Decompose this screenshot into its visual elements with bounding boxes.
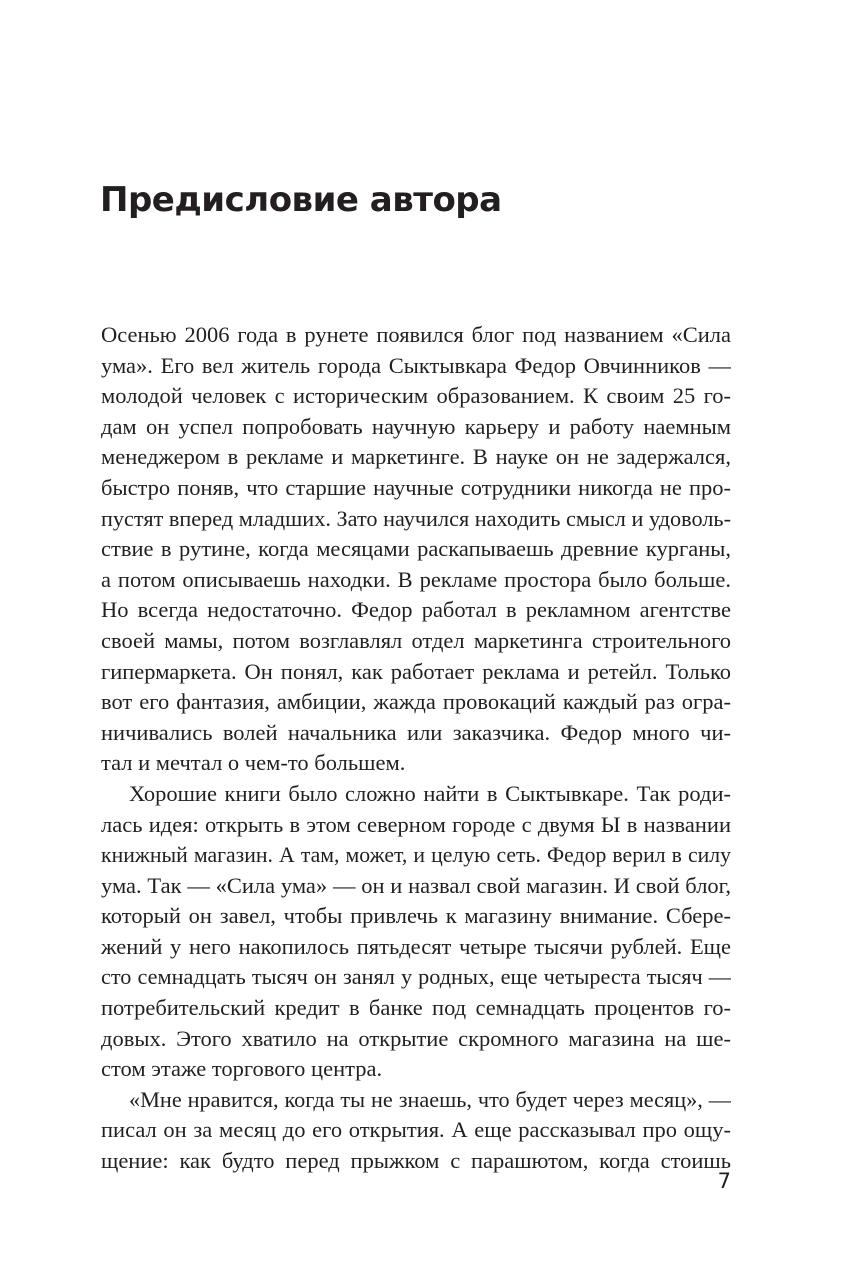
text-line: своей мамы, потом возглавлял отдел маркетинга строительного bbox=[101, 627, 731, 653]
text-line: лась идея: открыть в этом северном городе с двумя Ы в названии bbox=[101, 811, 731, 837]
text-line: Хорошие книги было сложно найти в Сыктывкаре. Так роди- bbox=[129, 780, 731, 806]
text-line: дам он успел попробовать научную карьеру и работу наемным bbox=[101, 413, 731, 439]
text-line: сто семнадцать тысяч он занял у родных, еще четыреста тысяч — bbox=[101, 964, 731, 990]
text-line: вот его фантазия, амбиции, жажда провокаций каждый раз огра- bbox=[101, 689, 731, 715]
page-number: 7 bbox=[717, 1169, 731, 1193]
text-line: а потом описываешь находки. В рекламе простора было больше. bbox=[101, 566, 731, 592]
chapter-title: Предисловие автора bbox=[100, 180, 502, 220]
text-line: писал он за месяц до его открытия. А еще рассказывал про ощу- bbox=[101, 1117, 731, 1143]
text-line: «Мне нравится, когда ты не знаешь, что будет через месяц», — bbox=[129, 1086, 731, 1112]
text-line: менеджером в рекламе и маркетинге. В науке он не задержался, bbox=[101, 444, 731, 470]
text-line: ума». Его вел житель города Сыктывкара Федор Овчинников — bbox=[101, 352, 731, 378]
text-line: быстро поняв, что старшие научные сотрудники никогда не про- bbox=[101, 474, 731, 500]
text-line: пустят вперед младших. Зато научился находить смысл и удоволь- bbox=[101, 505, 731, 531]
text-line: книжный магазин. А там, может, и целую сеть. Федор верил в силу bbox=[101, 843, 731, 868]
text-line: ствие в рутине, когда месяцами раскапываешь древние курганы, bbox=[101, 536, 731, 562]
text-line: Но всегда недостаточно. Федор работал в рекламном агентстве bbox=[101, 597, 731, 623]
text-line: жений у него накопилось пятьдесят четыре тысячи рублей. Еще bbox=[101, 933, 731, 959]
text-line: который он завел, чтобы привлечь к магазину внимание. Сбере- bbox=[101, 903, 731, 929]
text-line: молодой человек с историческим образованием. К своим 25 го- bbox=[101, 383, 731, 409]
text-line: щение: как будто перед прыжком с парашютом, когда стоишь bbox=[101, 1148, 731, 1174]
text-line: довых. Этого хватило на открытие скромного магазина на ше- bbox=[101, 1025, 731, 1051]
text-line: гипермаркета. Он понял, как работает реклама и ретейл. Только bbox=[101, 658, 731, 684]
text-line: стом этаже торгового центра. bbox=[101, 1056, 383, 1082]
text-line: Осенью 2006 года в рунете появился блог под названием «Сила bbox=[101, 322, 731, 347]
text-line: ума. Так — «Сила ума» — он и назвал свой магазин. И свой блог, bbox=[101, 872, 731, 898]
body-text bbox=[101, 320, 731, 1177]
text-line: потребительский кредит в банке под семнадцать процентов го- bbox=[101, 995, 731, 1021]
text-line: ничивались волей начальника или заказчика. Федор много чи- bbox=[101, 719, 731, 745]
text-line: тал и мечтал о чем-то большем. bbox=[101, 750, 406, 776]
